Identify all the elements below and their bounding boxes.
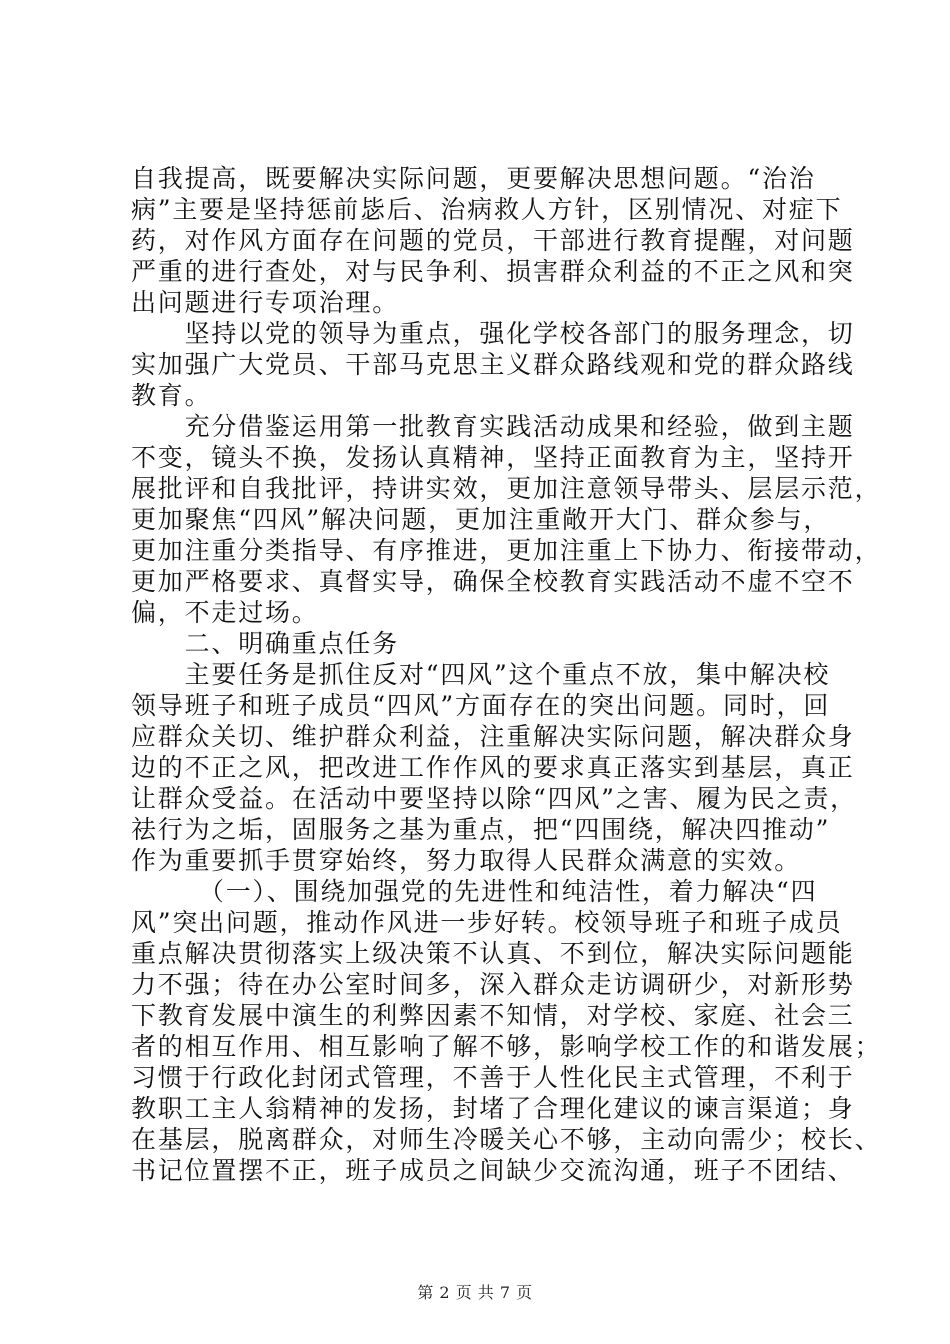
section-heading: 二、明确重点任务 <box>131 629 400 658</box>
text-line: 更加严格要求、真督实导，确保全校教育实践活动不虚不空不 <box>131 567 855 596</box>
text-line: 更加聚焦“四风”解决问题，更加注重敞开大门、群众参与， <box>131 505 831 534</box>
text-line: 教职工主人翁精神的发扬，封堵了合理化建议的谏言渠道；身 <box>131 1094 855 1123</box>
text-line: 应群众关切、维护群众利益，注重解决实际问题，解决群众身 <box>131 722 855 751</box>
text-line: 力不强；待在办公室时间多，深入群众走访调研少，对新形势 <box>131 970 855 999</box>
text-line: 者的相互作用、相互影响了解不够，影响学校工作的和谐发展； <box>131 1032 882 1061</box>
text-line: 病”主要是坚持惩前毖后、治病救人方针，区别情况、对症下 <box>131 195 843 224</box>
text-line: 药，对作风方面存在问题的党员，干部进行教育提醒，对问题 <box>131 226 855 255</box>
text-line: 风”突出问题，推动作风进一步好转。校领导班子和班子成员 <box>131 908 843 937</box>
text-line: 让群众受益。在活动中要坚持以除“四风”之害、履为民之责， <box>131 784 857 813</box>
text-line: 自我提高，既要解决实际问题，更要解决思想问题。“治治 <box>131 164 816 193</box>
text-line: 边的不正之风，把改进工作作风的要求真正落实到基层，真正 <box>131 753 855 782</box>
text-line: 充分借鉴运用第一批教育实践活动成果和经验，做到主题 <box>131 412 855 441</box>
text-line: 作为重要抓手贯穿始终，努力取得人民群众满意的实效。 <box>131 846 802 875</box>
text-line: 实加强广大党员、干部马克思主义群众路线观和党的群众路线 <box>131 350 855 379</box>
text-line: 在基层，脱离群众，对师生冷暖关心不够，主动向需少；校长、 <box>131 1125 882 1154</box>
text-line: （一）、围绕加强党的先进性和纯洁性，着力解决“四 <box>131 877 818 906</box>
text-line: 重点解决贯彻落实上级决策不认真、不到位，解决实际问题能 <box>131 939 855 968</box>
text-line: 偏，不走过场。 <box>131 598 319 627</box>
text-line: 坚持以党的领导为重点，强化学校各部门的服务理念，切 <box>131 319 855 348</box>
text-line: 不变，镜头不换，发扬认真精神，坚持正面教育为主，坚持开 <box>131 443 855 472</box>
text-line: 下教育发展中演生的利弊因素不知情，对学校、家庭、社会三 <box>131 1001 855 1030</box>
text-line: 主要任务是抓住反对“四风”这个重点不放，集中解决校 <box>131 660 831 689</box>
text-line: 祛行为之垢，固服务之基为重点，把“四围绕，解决四推动” <box>131 815 831 844</box>
page-footer: 第 2 页 共 7 页 <box>417 1283 533 1302</box>
text-line: 书记位置摆不正，班子成员之间缺少交流沟通，班子不团结、 <box>131 1156 855 1185</box>
body-text <box>131 163 882 1186</box>
text-line: 展批评和自我批评，持讲实效，更加注意领导带头、层层示范， <box>131 474 882 503</box>
text-line: 出问题进行专项治理。 <box>131 288 400 317</box>
text-line: 教育。 <box>131 381 212 410</box>
text-line: 领导班子和班子成员“四风”方面存在的突出问题。同时，回 <box>131 691 831 720</box>
text-line: 严重的进行查处，对与民争利、损害群众利益的不正之风和突 <box>131 257 855 286</box>
text-line: 更加注重分类指导、有序推进，更加注重上下协力、衔接带动， <box>131 536 882 565</box>
text-line: 习惯于行政化封闭式管理，不善于人性化民主式管理，不利于 <box>131 1063 855 1092</box>
